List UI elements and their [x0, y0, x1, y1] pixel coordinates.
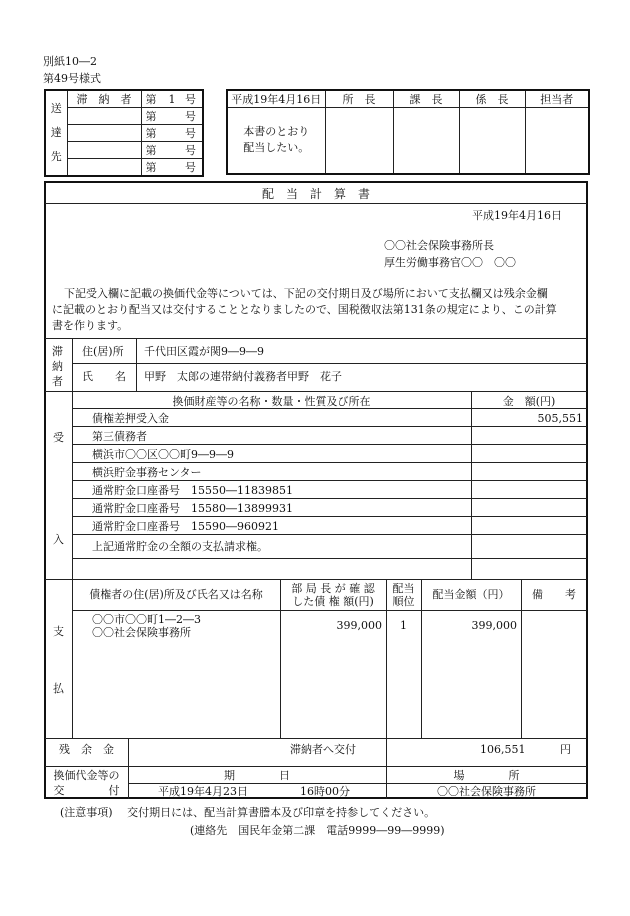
delivery-date-header: 期 日	[224, 769, 290, 782]
receipt-item: 上記通常貯金の全額の支払請求権。	[92, 540, 268, 553]
footer-contact: (連絡先 国民年金第二課 電話9999―99―9999)	[190, 824, 445, 837]
receipt-label-char: 入	[53, 533, 64, 546]
delivery-row: 第 1 号	[141, 90, 203, 108]
receipt-item: 通常貯金口座番号 15550―11839851	[92, 484, 293, 497]
receipt-item: 通常貯金口座番号 15580―13899931	[92, 502, 293, 515]
payment-label-char: 払	[53, 682, 64, 695]
name-label: 氏 名	[82, 370, 126, 383]
document-date: 平成19年4月16日	[472, 209, 562, 222]
address-label: 住(居)所	[82, 345, 124, 358]
issuer-office: 〇〇社会保険事務所長	[384, 239, 494, 252]
payment-header-creditor: 債権者の住(居)所及び氏名又は名称	[89, 588, 263, 601]
delivery-place: 〇〇社会保険事務所	[437, 785, 536, 798]
payment-confirmed-amount: 399,000	[336, 619, 382, 632]
approval-col-chief: 所 長	[325, 90, 393, 108]
receipt-header-amount: 金 額(円)	[502, 395, 556, 408]
delivery-row: 第 号	[141, 142, 203, 159]
payment-header-order: 配当	[392, 582, 415, 595]
payment-header-confirmed: 部 局 長 が 確 認	[291, 582, 375, 595]
approval-col-subsection: 係 長	[459, 90, 525, 108]
approval-note: 本書のとおり 配当したい。	[227, 108, 325, 174]
approval-table	[226, 89, 590, 175]
approval-stamp-box	[459, 108, 525, 174]
payment-header-remarks: 備 考	[532, 588, 576, 601]
delivery-time: 16時00分	[300, 785, 350, 798]
payment-header-confirmed: した債 権 額(円)	[292, 595, 374, 608]
receipt-item: 債権差押受入金	[92, 412, 169, 425]
form-number: 第49号様式	[43, 72, 101, 85]
remainder-amount: 106,551	[480, 743, 526, 756]
delivery-info-label: 交 付	[53, 784, 120, 797]
receipt-item: 第三債務者	[92, 430, 147, 443]
delivery-date: 平成19年4月23日	[158, 785, 248, 798]
delivery-row: 第 号	[141, 108, 203, 125]
delivery-info-label: 換価代金等の	[53, 769, 120, 782]
delivery-table	[44, 89, 204, 177]
document-title: 配 当 計 算 書	[261, 187, 370, 201]
delivery-label: 送 達 先	[45, 90, 67, 176]
receipt-header-item: 換価財産等の名称・数量・性質及び所在	[172, 395, 371, 408]
delivery-place-header: 場 所	[453, 769, 520, 782]
payment-header-amount: 配当金額（円）	[432, 588, 510, 601]
payment-amount: 399,000	[471, 619, 517, 632]
approval-col-section: 課 長	[393, 90, 459, 108]
receipt-item: 横浜貯金事務センター	[92, 466, 202, 479]
payment-header-order: 順位	[392, 595, 415, 608]
delivery-row: 第 号	[141, 159, 203, 177]
receipt-item: 通常貯金口座番号 15590―960921	[92, 520, 279, 533]
payment-order: 1	[400, 619, 407, 632]
delinquent-address: 千代田区霞が関9―9―9	[144, 345, 264, 358]
payment-creditor-name: 〇〇社会保険事務所	[92, 626, 191, 639]
payment-label-char: 支	[53, 625, 64, 638]
approval-stamp-box	[393, 108, 459, 174]
receipt-amount: 505,551	[537, 412, 583, 425]
body-text-line: 書を作ります。	[52, 319, 129, 332]
payment-creditor-address: 〇〇市〇〇町1―2―3	[92, 613, 201, 626]
remainder-label: 残 余 金	[59, 743, 114, 756]
approval-date: 平成19年4月16日	[227, 90, 325, 108]
delinquent-name: 甲野 太郎の連帯納付義務者甲野 花子	[144, 370, 342, 383]
body-text-line: 下記受入欄に記載の換価代金等については、下記の交付期日及び場所において支払欄又は残余金欄	[64, 287, 548, 300]
appendix-label: 別紙10―2	[43, 55, 97, 68]
footer-note: (注意事項) 交付期日には、配当計算書謄本及び印章を持参してください。	[60, 806, 436, 819]
remainder-to-delinquent: 滞納者へ交付	[290, 743, 356, 756]
receipt-item: 横浜市〇〇区〇〇町9―9―9	[92, 448, 234, 461]
receipt-label-char: 受	[53, 431, 64, 444]
delinquent-label: 滞 納 者	[52, 345, 63, 388]
delivery-row: 第 号	[141, 125, 203, 142]
delivery-delinquent-label: 滞 納 者	[67, 90, 141, 108]
approval-stamp-box	[525, 108, 589, 174]
approval-col-staff: 担当者	[525, 90, 589, 108]
issuer-name: 厚生労働事務官〇〇 〇〇	[384, 256, 516, 269]
approval-stamp-box	[325, 108, 393, 174]
body-text-line: に記載のとおり配当又は交付することとなりましたので、国税徴収法第131条の規定により、この計算	[52, 303, 557, 316]
remainder-unit: 円	[560, 743, 571, 756]
